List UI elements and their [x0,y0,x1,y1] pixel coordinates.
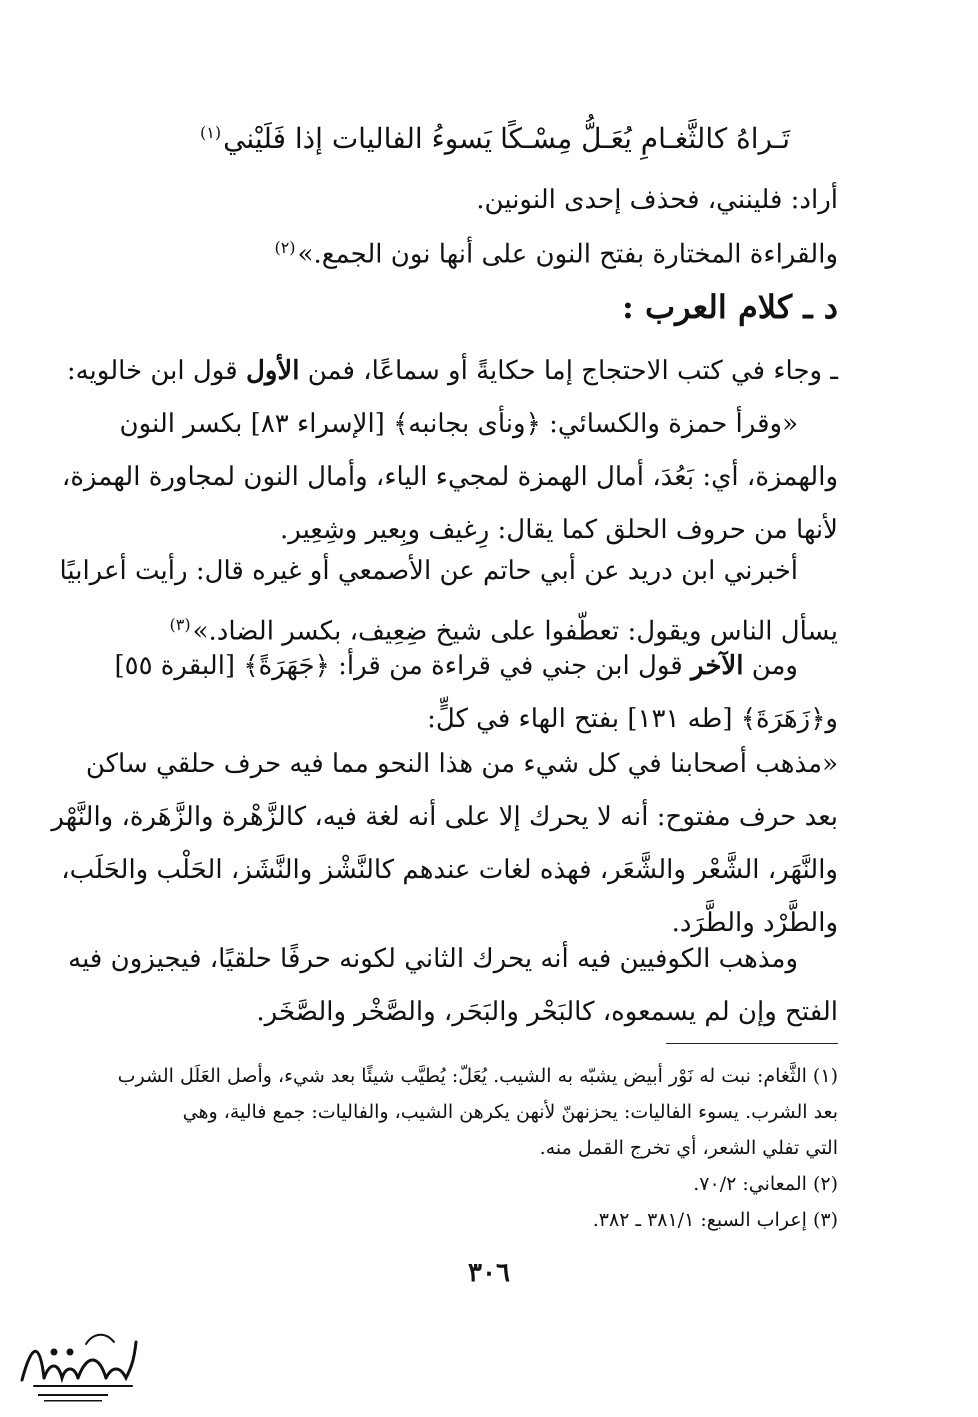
paragraph-1-line [66,345,838,398]
footnote-1 [117,1058,838,1166]
paragraph-2 [61,398,838,557]
verse-second-hemistich [200,122,492,155]
paragraph-4 [114,640,838,746]
p1-bold: الأول [245,356,300,386]
page-number: ٣٠٦ [468,1258,510,1288]
p2-line-3: لأنها من حروف الحلق كما يقال: رِغيف وبِعير وشِعِير. [279,515,838,545]
p2-line-1: «وقرأ حمزة والكسائي: ﴿ونأى بجانبه﴾ [الإسراء ٨٣] بكسر النون [119,409,798,439]
p4-text-a: ومن [743,651,798,681]
verse-first-hemistich-text: تَـراهُ كالثَّغـامِ يُعَـلُّ مِسْـكًا [500,122,790,155]
p4-line-2: و﴿زَهَرَةَ﴾ [طه ١٣١] بفتح الهاء في كلٍّ: [427,704,838,734]
footnote-1-line-2: بعد الشرب. يسوء الفاليات: يحزنهنّ لأنهن يكرهن الشيب، والفاليات: جمع فالية، وهي [182,1101,838,1123]
footnote-separator [666,1043,838,1044]
footnote-marker-2[interactable]: (٢) [274,238,296,257]
footnote-2-line: (٢) المعاني: ٧٠/٢. [693,1173,838,1195]
footnote-3-line: (٣) إعراب السبع: ٣٨١/١ ـ ٣٨٢. [592,1209,838,1231]
footnote-marker-1[interactable]: (١) [200,122,222,142]
p5-line-1: «مذهب أصحابنا في كل شيء من هذا النحو مما فيه حرف حلقي ساكن [85,749,838,779]
p4-line-1 [114,640,838,693]
poetry-verse [200,122,790,172]
footnote-3 [140,1202,838,1238]
p1-text-a: ـ وجاء في كتب الاحتجاج إما حكايةً أو سماعًا، فمن [299,356,838,386]
footnote-2 [140,1166,838,1202]
p3-line-2-text: يسأل الناس ويقول: تعطّفوا على شيخ ضِعِيف، بكسر الضاد.» [192,616,838,647]
p5-line-2: بعد حرف مفتوح: أنه لا يحرك إلا على أنه لغة فيه، كالزَّهْرة والزَّهَرة، والنَّهْر [51,802,838,832]
p4-text-b: قول ابن جني في قراءة من قرأ: ﴿جَهَرَةً﴾ [البقرة ٥٥] [114,651,691,681]
footnotes [117,1058,838,1238]
section-heading: د ـ كلام العرب : [622,288,838,326]
arad-text: أراد: فلينني، فحذف إحدى النونين. [476,185,838,215]
p5-line-3: والنَّهَر، الشَّعْر والشَّعَر، فهذه لغات عندهم كالنَّشْز والنَّشَز، الحَلْب والحَلَب، [61,855,838,885]
footnote-1-line-3: التي تفلي الشعر، أي تخرج القمل منه. [539,1137,838,1159]
p2-line-2: والهمزة، أي: بَعُدَ، أمال الهمزة لمجيء الياء، وأمال النون لمجاورة الهمزة، [61,462,838,492]
verse-first-hemistich [500,122,790,155]
p5-line-4: والطَّرْد والطَّرَد. [671,908,838,938]
footnote-1-line-1: (١) الثَّغام: نبت له نَوْر أبيض يشبّه به الشيب. يُعَلّ: يُطيَّب شيئًا بعد شيء، وأصل العَلَل الشرب [117,1065,838,1087]
qiraa-text: والقراءة المختارة بفتح النون على أنها نون الجمع.» [297,239,838,270]
footnote-marker-3[interactable]: (٣) [169,615,191,634]
text-line-arad [476,185,838,215]
p4-bold: الآخر [690,651,744,681]
paragraph-1 [66,345,838,398]
text-line-qiraa [274,238,838,270]
p6-line-2: الفتح وإن لم يسمعوه، كالبَحْر والبَحَر، والصَّخْر والصَّخَر. [256,997,838,1027]
verse-second-hemistich-text: يَسوءُ الفاليات إذا فَلَيْني [223,122,492,155]
paragraph-6 [68,933,838,1039]
paragraph-5 [51,738,838,950]
p3-line-1: أخبرني ابن دريد عن أبي حاتم عن الأصمعي أو غيره قال: رأيت أعرابيًا [59,556,798,586]
publisher-logo-icon [14,1322,142,1410]
p1-text-b: قول ابن خالويه: [66,356,246,386]
p6-line-1: ومذهب الكوفيين فيه أنه يحرك الثاني لكونه حرفًا حلقيًا، فيجيزون فيه [68,944,798,974]
